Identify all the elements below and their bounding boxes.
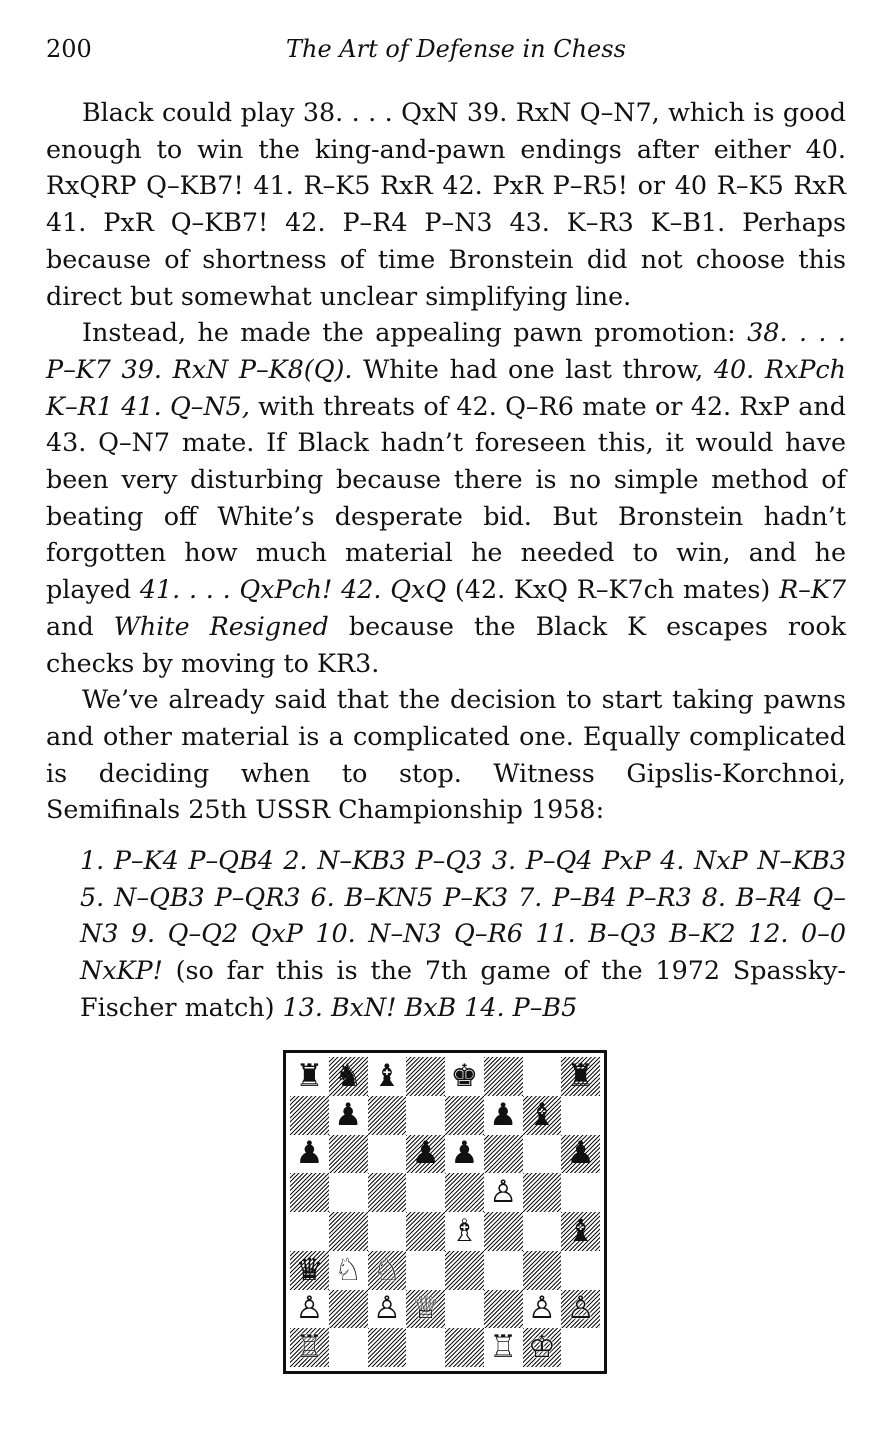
board-square xyxy=(484,1328,523,1367)
black-piece-icon: ♝ xyxy=(566,1212,595,1249)
board-square xyxy=(329,1328,368,1367)
white-piece-icon: ♖ xyxy=(295,1329,324,1366)
board-square xyxy=(368,1135,407,1174)
board-square xyxy=(484,1173,523,1212)
black-piece-icon: ♟ xyxy=(411,1135,440,1172)
black-piece-icon: ♟ xyxy=(334,1096,363,1133)
text-segment: with threats of 42. Q–R6 mate or 42. RxP and 43. Q–N7 mate. If Black hadn’t foreseen this, it would have been very disturbing because there is no simple method of beating off White’s desperate bid. But Bronstein hadn’t forgotten how much material he needed to win, and he played xyxy=(46,390,846,605)
board-square xyxy=(329,1212,368,1251)
board-square xyxy=(290,1328,329,1367)
board-square xyxy=(445,1328,484,1367)
text-segment: because the Black K escapes rook checks by moving to KR3. xyxy=(46,610,846,678)
board-square xyxy=(561,1096,600,1135)
game-moves xyxy=(46,842,846,1026)
black-piece-icon: ♜ xyxy=(566,1057,595,1094)
chess-diagram xyxy=(283,1050,607,1374)
white-piece-icon: ♙ xyxy=(566,1290,595,1327)
board-square xyxy=(561,1290,600,1329)
running-title: The Art of Defense in Chess xyxy=(286,35,626,63)
board-square xyxy=(523,1096,562,1135)
paragraph xyxy=(46,314,846,681)
board-square xyxy=(290,1057,329,1096)
board-square xyxy=(523,1251,562,1290)
text-segment: We’ve already said that the decision to start taking pawns and other material is a complicated one. Equally complicated is deciding when to stop. Witness Gipslis-Korchnoi, Semifinals 25th USSR Championship 1958: xyxy=(46,684,846,825)
board-square xyxy=(290,1096,329,1135)
black-piece-icon: ♛ xyxy=(295,1251,324,1288)
text-segment: White had one last throw, xyxy=(352,353,714,384)
board-square xyxy=(406,1096,445,1135)
white-piece-icon: ♔ xyxy=(527,1329,556,1366)
white-piece-icon: ♕ xyxy=(411,1290,440,1327)
board-square xyxy=(561,1251,600,1290)
text-segment: (42. KxQ R–K7ch mates) xyxy=(446,574,780,605)
white-piece-icon: ♘ xyxy=(334,1251,363,1288)
text-segment: Instead, he made the appealing pawn promotion: xyxy=(82,317,748,348)
black-piece-icon: ♞ xyxy=(334,1057,363,1094)
board-square xyxy=(445,1096,484,1135)
black-piece-icon: ♝ xyxy=(527,1096,556,1133)
board-square xyxy=(368,1057,407,1096)
body-text xyxy=(46,94,846,1026)
italic-text-segment: White Resigned xyxy=(113,610,329,641)
white-piece-icon: ♖ xyxy=(489,1329,518,1366)
board-square xyxy=(523,1290,562,1329)
italic-text-segment: 13. BxN! BxB 14. P–B5 xyxy=(282,991,578,1022)
board-square xyxy=(484,1290,523,1329)
text-segment: and xyxy=(46,610,114,641)
board-square xyxy=(329,1290,368,1329)
board-square xyxy=(290,1290,329,1329)
white-piece-icon: ♘ xyxy=(372,1251,401,1288)
board-square xyxy=(484,1135,523,1174)
board-square xyxy=(290,1173,329,1212)
board-square xyxy=(445,1057,484,1096)
board-square xyxy=(368,1173,407,1212)
board-square xyxy=(406,1251,445,1290)
board-square xyxy=(484,1212,523,1251)
black-piece-icon: ♟ xyxy=(489,1096,518,1133)
board-square xyxy=(329,1096,368,1135)
board-square xyxy=(368,1290,407,1329)
board-square xyxy=(445,1212,484,1251)
board-square xyxy=(445,1173,484,1212)
board-square xyxy=(523,1173,562,1212)
board-square xyxy=(290,1135,329,1174)
white-piece-icon: ♙ xyxy=(372,1290,401,1327)
black-piece-icon: ♝ xyxy=(372,1057,401,1094)
white-piece-icon: ♗ xyxy=(450,1212,479,1249)
board-square xyxy=(368,1251,407,1290)
black-piece-icon: ♟ xyxy=(450,1135,479,1172)
black-piece-icon: ♟ xyxy=(566,1135,595,1172)
white-piece-icon: ♙ xyxy=(489,1174,518,1211)
board-square xyxy=(523,1328,562,1367)
board-square xyxy=(329,1173,368,1212)
board-square xyxy=(445,1290,484,1329)
page-number: 200 xyxy=(46,35,92,63)
board-square xyxy=(290,1212,329,1251)
text-segment: (so far this is the 7th game of the 1972 Spassky-Fischer match) xyxy=(80,955,846,1022)
board-square xyxy=(290,1251,329,1290)
board-square xyxy=(561,1135,600,1174)
board-square xyxy=(523,1212,562,1251)
italic-text-segment: R–K7 xyxy=(779,574,846,605)
white-piece-icon: ♙ xyxy=(295,1290,324,1327)
board-square xyxy=(368,1096,407,1135)
board-square xyxy=(406,1135,445,1174)
board-square xyxy=(329,1057,368,1096)
board-square xyxy=(406,1328,445,1367)
black-piece-icon: ♜ xyxy=(295,1057,324,1094)
paragraph xyxy=(46,681,846,828)
board-square xyxy=(484,1251,523,1290)
italic-text-segment: 38. . . . P–K7 39. RxN P–K8(Q). xyxy=(46,317,846,384)
white-piece-icon: ♙ xyxy=(527,1290,556,1327)
board-square xyxy=(484,1096,523,1135)
board-square xyxy=(406,1173,445,1212)
paragraph xyxy=(46,94,846,314)
board-square xyxy=(561,1328,600,1367)
running-header xyxy=(46,34,846,64)
chess-board-grid xyxy=(290,1057,600,1367)
italic-text-segment: 40. RxPch K–R1 41. Q–N5, xyxy=(46,353,846,421)
board-square xyxy=(445,1251,484,1290)
board-square xyxy=(561,1173,600,1212)
board-square xyxy=(406,1290,445,1329)
board-square xyxy=(484,1057,523,1096)
board-square xyxy=(406,1057,445,1096)
board-square xyxy=(523,1135,562,1174)
board-square xyxy=(368,1212,407,1251)
black-piece-icon: ♚ xyxy=(450,1057,479,1094)
board-square xyxy=(561,1057,600,1096)
board-square xyxy=(406,1212,445,1251)
italic-text-segment: 41. . . . QxPch! 42. QxQ xyxy=(139,574,447,605)
text-segment: Black could play 38. . . . QxN 39. RxN Q–N7, which is good enough to win the king-and-pawn endings after either 40. RxQRP Q–KB7! 41. R–K5 RxR 42. PxR P–R5! or 40 R–K5 RxR 41. PxR Q–KB7! 42. P–R4 P–N3 43. K–R3 K–B1. Perhaps because of shortness of time Bronstein did not choose this direct but somewhat unclear simplifying line. xyxy=(46,97,846,311)
black-piece-icon: ♟ xyxy=(295,1135,324,1172)
italic-text-segment: 1. P–K4 P–QB4 2. N–KB3 P–Q3 3. P–Q4 PxP 4. NxP N–KB3 5. N–QB3 P–QR3 6. B–KN5 P–K3 7. P–B4 P–R3 8. B–R4 Q–N3 9. Q–Q2 QxP 10. N–N3 Q–R6 11. B–Q3 B–K2 12. 0–0 NxKP! xyxy=(80,845,846,986)
board-square xyxy=(368,1328,407,1367)
board-square xyxy=(523,1057,562,1096)
board-square xyxy=(445,1135,484,1174)
board-square xyxy=(329,1251,368,1290)
board-square xyxy=(329,1135,368,1174)
board-square xyxy=(561,1212,600,1251)
